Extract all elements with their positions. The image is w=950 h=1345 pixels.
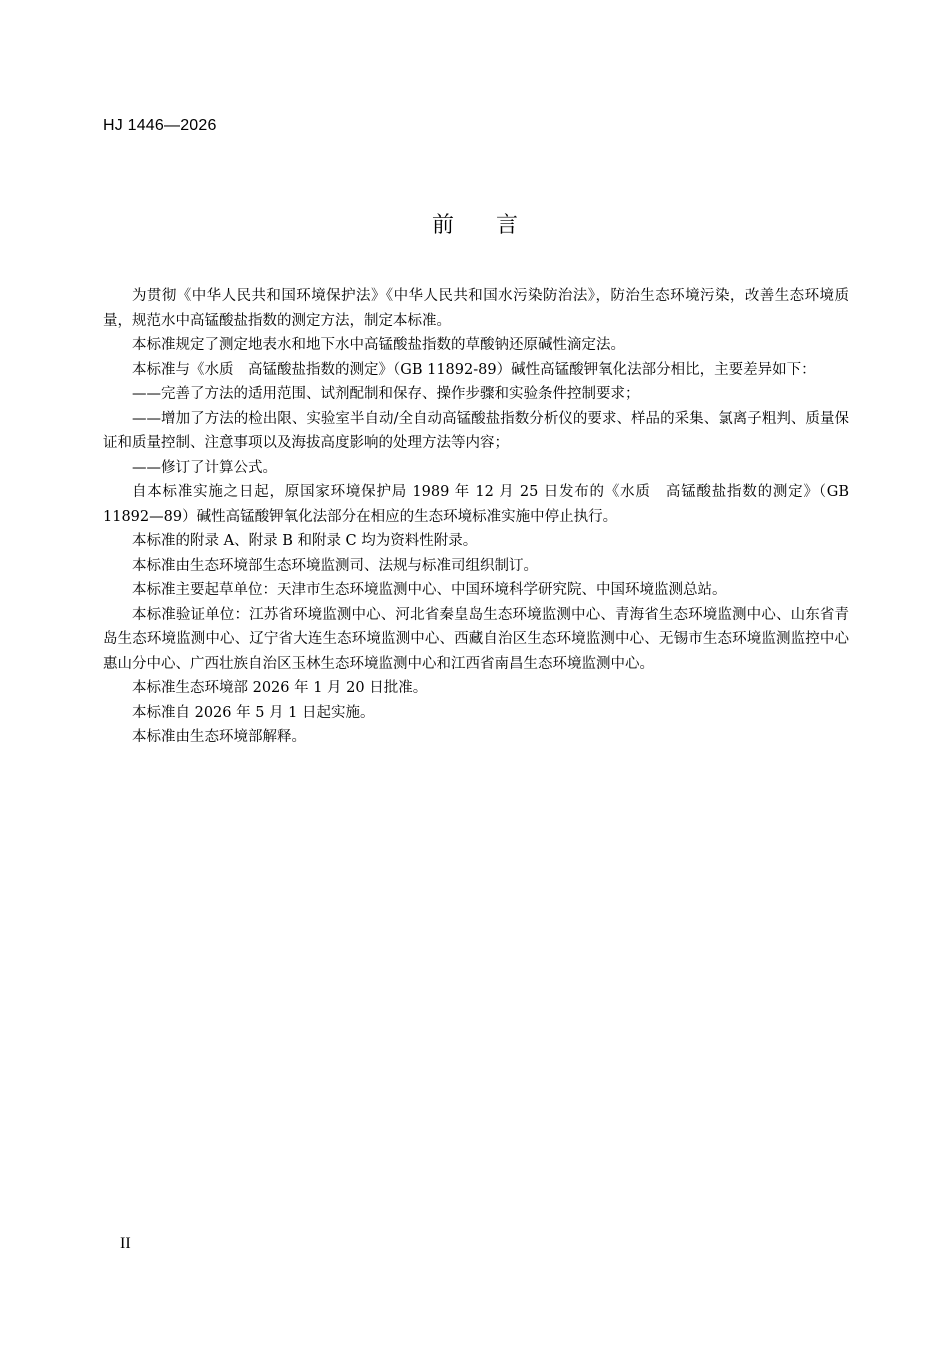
paragraph: 本标准由生态环境部解释。	[132, 729, 306, 745]
standard-code: HJ 1446—2026	[103, 117, 217, 134]
paragraph: 为贯彻《中华人民共和国环境保护法》《中华人民共和国水污染防治法》，防治生态环境污染，改善生态环境质量，规范水中高锰酸盐指数的测定方法，制定本标准。	[103, 288, 849, 329]
title-char-2: 言	[496, 213, 519, 238]
page-title	[0, 208, 950, 239]
paragraph: 本标准与《水质 高锰酸盐指数的测定》（GB 11892-89）碱性高锰酸钾氧化法部分相比，主要差异如下：	[132, 361, 816, 378]
paragraph: ——修订了计算公式。	[132, 459, 277, 476]
page-number: II	[120, 1235, 131, 1252]
paragraph: 本标准自 2026 年 5 月 1 日起实施。	[132, 704, 375, 721]
paragraph: 本标准主要起草单位：天津市生态环境监测中心、中国环境科学研究院、中国环境监测总站。	[132, 582, 727, 598]
paragraph: ——增加了方法的检出限、实验室半自动/全自动高锰酸盐指数分析仪的要求、样品的采集、氯离子粗判、质量保证和质量控制、注意事项以及海拔高度影响的处理方法等内容；	[103, 410, 849, 451]
paragraph: ——完善了方法的适用范围、试剂配制和保存、操作步骤和实验条件控制要求；	[132, 386, 640, 402]
paragraph: 本标准由生态环境部生态环境监测司、法规与标准司组织制订。	[132, 557, 538, 574]
paragraph: 本标准生态环境部 2026 年 1 月 20 日批准。	[132, 680, 428, 696]
paragraph: 自本标准实施之日起，原国家环境保护局 1989 年 12 月 25 日发布的《水质 高锰酸盐指数的测定》（GB 11892—89）碱性高锰酸钾氧化法部分在相应的生态环境标准实施中停止执行。	[103, 484, 849, 525]
paragraph: 本标准的附录 A、附录 B 和附录 C 均为资料性附录。	[132, 533, 478, 549]
foreword-body	[103, 284, 849, 750]
title-char-1: 前	[431, 213, 454, 238]
paragraph: 本标准验证单位：江苏省环境监测中心、河北省秦皇岛生态环境监测中心、青海省生态环境监测中心、山东省青岛生态环境监测中心、辽宁省大连生态环境监测中心、西藏自治区生态环境监测中心、无锡市生态环境监测监控中心惠山分中心、广西壮族自治区玉林生态环境监测中心和江西省南昌生态环境监测中心。	[103, 606, 849, 672]
paragraph: 本标准规定了测定地表水和地下水中高锰酸盐指数的草酸钠还原碱性滴定法。	[132, 337, 625, 353]
